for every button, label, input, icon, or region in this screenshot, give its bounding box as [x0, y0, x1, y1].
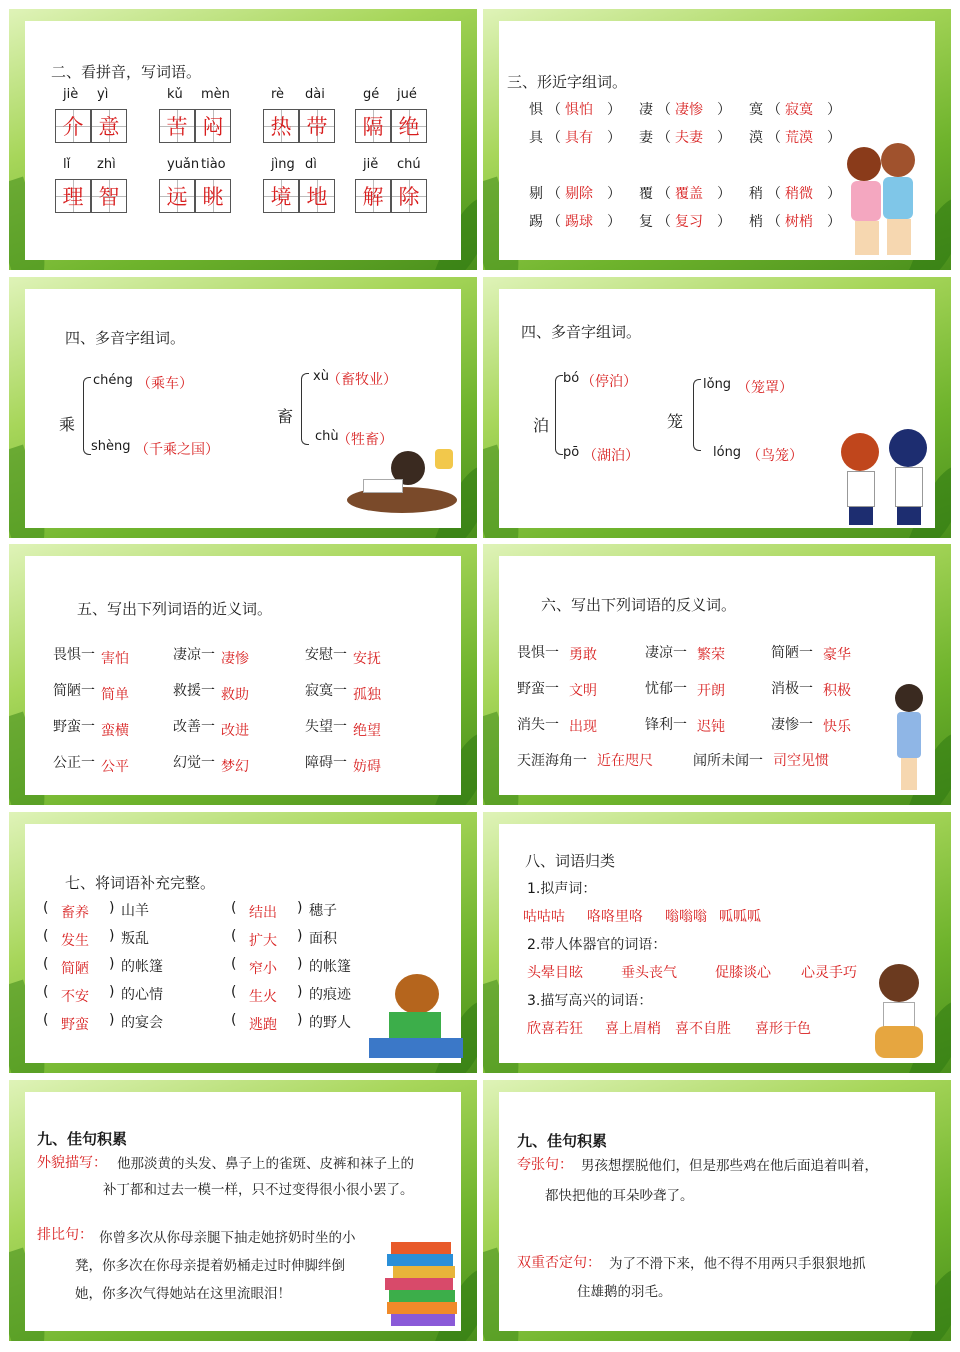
answer-word: 呱呱呱	[719, 909, 761, 925]
base-char: 覆	[639, 186, 653, 202]
answer-word: 嗡嗡嗡	[665, 909, 707, 925]
brace	[301, 373, 309, 445]
prompt-word: 凄惨一	[771, 717, 813, 733]
prompt-word: 障碍一	[305, 755, 347, 771]
paren-open: (	[43, 928, 49, 944]
answer-word: 畜养	[61, 905, 89, 921]
pinyin: jìng	[271, 157, 295, 172]
answer-char: 绝	[398, 115, 420, 139]
prompt-word: 闻所未闻一	[693, 753, 763, 769]
answer-word: 剔除	[565, 186, 593, 202]
paren-close: ）	[717, 186, 731, 202]
answer-word: 救助	[221, 687, 249, 703]
tianzige-box	[391, 109, 427, 143]
answer-char: 除	[398, 185, 420, 209]
answer-word: （乘车）	[137, 376, 193, 392]
answer-word: 勇敢	[569, 647, 597, 663]
phrase-word: 的帐篷	[309, 959, 351, 975]
pinyin: kǔ	[167, 87, 183, 102]
base-char: 稍	[749, 186, 763, 202]
girl-with-backpack-illustration	[869, 964, 929, 1060]
answer-word: （湖泊）	[583, 448, 639, 464]
prompt-word: 天涯海角一	[517, 753, 587, 769]
base-char: 踢	[529, 214, 543, 230]
answer-word: 结出	[249, 905, 277, 921]
paren-open: （	[767, 214, 781, 230]
answer-word: 荒漠	[785, 130, 813, 146]
book-stack-illustration	[385, 1242, 461, 1326]
sentence-text: 男孩想摆脱他们，但是那些鸡在他后面追着叫着，	[581, 1158, 878, 1174]
paren-close: ）	[717, 214, 731, 230]
answer-word: 稍微	[785, 186, 813, 202]
answer-word: 出现	[569, 719, 597, 735]
pinyin: jiě	[363, 157, 379, 172]
answer-word: 咕咕咕	[523, 909, 565, 925]
pinyin: yuǎn	[167, 157, 200, 172]
paren-open: (	[43, 1012, 49, 1028]
polyphone-char: 泊	[533, 416, 550, 435]
prompt-word: 失望一	[305, 719, 347, 735]
sentence-text: 住雄鹅的羽毛。	[577, 1284, 672, 1300]
paren-open: （	[767, 102, 781, 118]
answer-word: 欣喜若狂	[527, 1021, 583, 1037]
pinyin: chú	[397, 157, 421, 172]
paren-close: )	[109, 1012, 115, 1028]
paren-close: )	[297, 900, 303, 916]
slide-polyphone-2	[483, 277, 951, 538]
answer-word: 凄惨	[675, 102, 703, 118]
answer-word: 喜不自胜	[675, 1021, 731, 1037]
answer-word: 野蛮	[61, 1017, 89, 1033]
category-heading: 3.描写高兴的词语：	[527, 993, 653, 1009]
answer-word: 孤独	[353, 687, 381, 703]
answer-char: 隔	[362, 115, 384, 139]
prompt-word: 凄凉一	[173, 647, 215, 663]
slide-word-classification	[483, 812, 951, 1073]
answer-char: 解	[362, 185, 384, 209]
slide-antonyms	[483, 544, 951, 805]
answer-char: 意	[98, 115, 120, 139]
reading-boy-illustration	[369, 974, 463, 1060]
paren-close: ）	[607, 130, 621, 146]
pinyin: pō	[563, 445, 580, 460]
slide-title: 五、写出下列词语的近义词。	[77, 600, 273, 618]
tianzige-box	[263, 109, 299, 143]
answer-word: 害怕	[101, 651, 129, 667]
answer-char: 介	[62, 115, 84, 139]
base-char: 寞	[749, 102, 763, 118]
answer-word: 改进	[221, 723, 249, 739]
answer-char: 境	[270, 185, 292, 209]
paren-close: ）	[827, 130, 841, 146]
tianzige-box	[355, 109, 391, 143]
prompt-word: 畏惧一	[53, 647, 95, 663]
studying-boy-illustration	[343, 449, 463, 519]
paren-close: )	[297, 1012, 303, 1028]
base-char: 凄	[639, 102, 653, 118]
prompt-word: 幻觉一	[173, 755, 215, 771]
paren-open: (	[43, 900, 49, 916]
girl-illustration	[889, 684, 929, 792]
base-char: 梢	[749, 214, 763, 230]
answer-word: 覆盖	[675, 186, 703, 202]
answer-word: 安抚	[353, 651, 381, 667]
answer-word: 促膝谈心	[715, 965, 771, 981]
tianzige-box	[299, 179, 335, 213]
answer-char: 智	[98, 185, 120, 209]
tianzige-box	[159, 179, 195, 213]
pinyin: jiè	[63, 87, 79, 102]
paren-close: ）	[717, 130, 731, 146]
answer-word: 逃跑	[249, 1017, 277, 1033]
answer-word: 咯咯里咯	[587, 909, 643, 925]
slide-sentences-1	[9, 1080, 477, 1341]
slide-synonyms	[9, 544, 477, 805]
sentence-text: 你曾多次从你母亲腿下抽走她挤奶时坐的小	[99, 1230, 356, 1246]
pinyin: yì	[97, 87, 109, 102]
phrase-word: 的野人	[309, 1015, 351, 1031]
sentence-text: 他那淡黄的头发、鼻子上的雀斑、皮裤和袜子上的	[117, 1156, 414, 1172]
tianzige-box	[91, 109, 127, 143]
pinyin: zhì	[97, 157, 116, 172]
pinyin: jué	[397, 87, 417, 102]
answer-word: （鸟笼）	[747, 448, 803, 464]
answer-word: 凄惨	[221, 651, 249, 667]
phrase-word: 的宴会	[121, 1015, 163, 1031]
pinyin: dì	[305, 157, 317, 172]
answer-char: 理	[62, 185, 84, 209]
prompt-word: 寂寞一	[305, 683, 347, 699]
answer-char: 苦	[166, 115, 188, 139]
pinyin: bó	[563, 371, 580, 386]
paren-open: （	[657, 130, 671, 146]
pinyin: chéng	[93, 373, 133, 388]
pinyin: chù	[315, 429, 339, 444]
two-girls-illustration	[837, 139, 927, 257]
paren-close: ）	[827, 102, 841, 118]
brace	[83, 377, 91, 455]
tianzige-box	[263, 179, 299, 213]
paren-open: (	[231, 984, 237, 1000]
paren-open: (	[231, 956, 237, 972]
answer-word: 文明	[569, 683, 597, 699]
pinyin: lóng	[713, 445, 742, 460]
answer-char: 远	[166, 185, 188, 209]
answer-char: 眺	[202, 185, 224, 209]
slide-sentences-2	[483, 1080, 951, 1341]
answer-char: 闷	[202, 115, 224, 139]
pinyin: xù	[313, 369, 329, 384]
answer-word: 生火	[249, 989, 277, 1005]
category-heading: 1.拟声词：	[527, 881, 597, 897]
sentence-text: 都快把他的耳朵吵聋了。	[545, 1188, 694, 1204]
paren-close: )	[109, 900, 115, 916]
prompt-word: 消失一	[517, 717, 559, 733]
answer-word: 扩大	[249, 933, 277, 949]
paren-open: （	[657, 186, 671, 202]
prompt-word: 野蛮一	[53, 719, 95, 735]
paren-close: )	[109, 928, 115, 944]
phrase-word: 山羊	[121, 903, 149, 919]
answer-word: 绝望	[353, 723, 381, 739]
paren-close: ）	[607, 186, 621, 202]
paren-open: （	[547, 102, 561, 118]
paren-open: (	[231, 900, 237, 916]
pinyin: lǒng	[703, 377, 732, 392]
answer-word: 蛮横	[101, 723, 129, 739]
slide-similar-chars	[483, 9, 951, 270]
sentence-label: 双重否定句：	[517, 1255, 601, 1271]
answer-word: 梦幻	[221, 759, 249, 775]
base-char: 剔	[529, 186, 543, 202]
paren-open: （	[547, 130, 561, 146]
answer-word: 近在咫尺	[597, 753, 653, 769]
sentence-text: 补丁都和过去一模一样，只不过变得很小很小罢了。	[103, 1182, 414, 1198]
slide-title: 四、多音字组词。	[521, 323, 642, 341]
paren-close: )	[297, 984, 303, 1000]
answer-word: 发生	[61, 933, 89, 949]
category-heading: 2.带人体器官的词语：	[527, 937, 667, 953]
answer-word: 垂头丧气	[621, 965, 677, 981]
answer-word: 繁荣	[697, 647, 725, 663]
paren-close: )	[297, 928, 303, 944]
prompt-word: 忧郁一	[645, 681, 687, 697]
answer-word: 寂寞	[785, 102, 813, 118]
phrase-word: 的心情	[121, 987, 163, 1003]
answer-word: 简单	[101, 687, 129, 703]
prompt-word: 简陋一	[771, 645, 813, 661]
sentence-label: 外貌描写：	[37, 1155, 107, 1171]
polyphone-char: 乘	[59, 415, 76, 434]
slide-title: 八、词语归类	[525, 852, 616, 870]
answer-word: 窄小	[249, 961, 277, 977]
sentence-text: 凳，你多次在你母亲提着奶桶走过时伸脚绊倒	[75, 1258, 345, 1274]
slide-title: 二、看拼音，写词语。	[51, 63, 202, 81]
prompt-word: 消极一	[771, 681, 813, 697]
answer-word: 开朗	[697, 683, 725, 699]
answer-word: 简陋	[61, 961, 89, 977]
slide-title: 三、形近字组词。	[507, 73, 628, 91]
tianzige-box	[195, 179, 231, 213]
phrase-word: 的痕迹	[309, 987, 351, 1003]
answer-word: 复习	[675, 214, 703, 230]
paren-close: ）	[607, 214, 621, 230]
answer-word: 喜上眉梢	[605, 1021, 661, 1037]
prompt-word: 野蛮一	[517, 681, 559, 697]
pinyin: mèn	[201, 87, 230, 102]
prompt-word: 锋利一	[645, 717, 687, 733]
prompt-word: 畏惧一	[517, 645, 559, 661]
prompt-word: 安慰一	[305, 647, 347, 663]
brace	[693, 379, 701, 451]
answer-word: 具有	[565, 130, 593, 146]
tianzige-box	[391, 179, 427, 213]
paren-open: (	[43, 984, 49, 1000]
polyphone-char: 畜	[277, 407, 294, 426]
prompt-word: 救援一	[173, 683, 215, 699]
answer-word: （畜牧业）	[327, 372, 397, 388]
paren-open: （	[767, 186, 781, 202]
paren-close: )	[297, 956, 303, 972]
base-char: 妻	[639, 130, 653, 146]
answer-word: 踢球	[565, 214, 593, 230]
tianzige-box	[91, 179, 127, 213]
answer-word: 公平	[101, 759, 129, 775]
prompt-word: 公正一	[53, 755, 95, 771]
answer-char: 地	[306, 185, 328, 209]
answer-word: （牲畜）	[337, 432, 393, 448]
polyphone-char: 笼	[667, 412, 684, 431]
tianzige-box	[55, 109, 91, 143]
sentence-text: 她，你多次气得她站在这里流眼泪！	[75, 1286, 291, 1302]
paren-close: ）	[827, 214, 841, 230]
slide-title: 九、佳句积累	[37, 1130, 128, 1148]
phrase-word: 穗子	[309, 903, 337, 919]
pinyin: tiào	[201, 157, 226, 172]
prompt-word: 简陋一	[53, 683, 95, 699]
answer-word: 头晕目眩	[527, 965, 583, 981]
paren-open: （	[547, 214, 561, 230]
paren-open: (	[231, 1012, 237, 1028]
answer-word: 夫妻	[675, 130, 703, 146]
pinyin: rè	[271, 87, 285, 102]
paren-close: ）	[607, 102, 621, 118]
slide-title: 六、写出下列词语的反义词。	[541, 596, 737, 614]
answer-char: 带	[306, 115, 328, 139]
paren-open: （	[547, 186, 561, 202]
phrase-word: 叛乱	[121, 931, 149, 947]
slide-polyphone-1	[9, 277, 477, 538]
tianzige-box	[195, 109, 231, 143]
tianzige-box	[355, 179, 391, 213]
paren-close: ）	[717, 102, 731, 118]
tianzige-box	[159, 109, 195, 143]
paren-open: （	[657, 102, 671, 118]
paren-open: （	[657, 214, 671, 230]
base-char: 惧	[529, 102, 543, 118]
answer-word: 司空见惯	[773, 753, 829, 769]
pinyin: gé	[363, 87, 380, 102]
slide-complete-phrases	[9, 812, 477, 1073]
sentence-label: 排比句：	[37, 1227, 93, 1243]
prompt-word: 凄凉一	[645, 645, 687, 661]
tianzige-box	[299, 109, 335, 143]
answer-word: 不安	[61, 989, 89, 1005]
phrase-word: 面积	[309, 931, 337, 947]
sentence-text: 为了不滑下来，他不得不用两只手狠狠地抓	[609, 1256, 866, 1272]
slide-pinyin-words	[9, 9, 477, 270]
pinyin: lǐ	[63, 157, 71, 172]
answer-word: 树梢	[785, 214, 813, 230]
slide-title: 七、将词语补充完整。	[65, 874, 216, 892]
answer-word: （千乘之国）	[135, 442, 219, 458]
answer-word: 快乐	[823, 719, 851, 735]
paren-close: )	[109, 984, 115, 1000]
brace	[555, 375, 563, 455]
paren-close: )	[109, 956, 115, 972]
slide-title: 四、多音字组词。	[65, 329, 186, 347]
answer-word: 迟钝	[697, 719, 725, 735]
prompt-word: 改善一	[173, 719, 215, 735]
answer-word: （笼罩）	[737, 380, 793, 396]
answer-word: 心灵手巧	[801, 965, 857, 981]
answer-word: 积极	[823, 683, 851, 699]
tianzige-box	[55, 179, 91, 213]
sentence-label: 夸张句：	[517, 1157, 573, 1173]
pinyin: shèng	[91, 439, 131, 454]
paren-open: (	[43, 956, 49, 972]
answer-word: 妨碍	[353, 759, 381, 775]
base-char: 具	[529, 130, 543, 146]
phrase-word: 的帐篷	[121, 959, 163, 975]
pinyin: dài	[305, 87, 325, 102]
base-char: 漠	[749, 130, 763, 146]
slide-title: 九、佳句积累	[517, 1132, 608, 1150]
paren-close: ）	[827, 186, 841, 202]
two-students-illustration	[837, 429, 937, 529]
answer-word: （停泊）	[581, 374, 637, 390]
answer-word: 惧怕	[565, 102, 593, 118]
answer-word: 喜形于色	[755, 1021, 811, 1037]
answer-word: 豪华	[823, 647, 851, 663]
answer-char: 热	[270, 115, 292, 139]
base-char: 复	[639, 214, 653, 230]
paren-open: （	[767, 130, 781, 146]
paren-open: (	[231, 928, 237, 944]
